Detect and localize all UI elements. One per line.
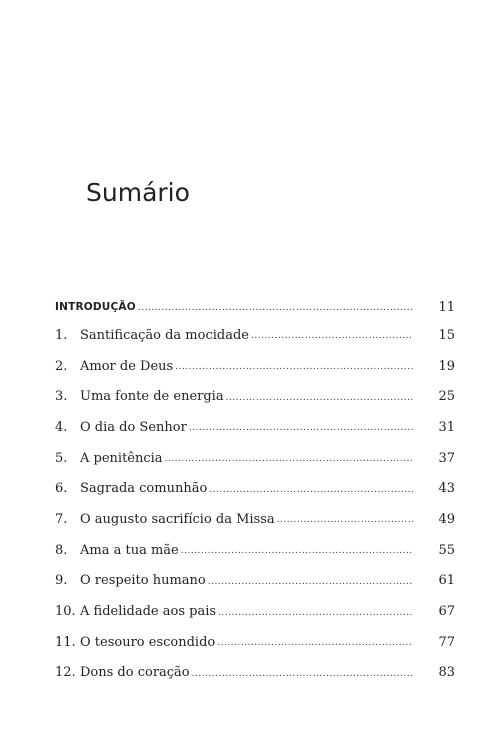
toc-entry-page: 55 — [438, 542, 455, 558]
toc-entry[interactable] — [55, 504, 455, 535]
toc-entry-number: 11. — [55, 634, 76, 650]
toc-entry-page: 37 — [438, 450, 455, 466]
toc-entry-number: 4. — [55, 419, 68, 435]
dot-leader — [251, 331, 413, 341]
toc-entry-label: O tesouro escondido — [80, 634, 216, 650]
toc-entry-label: Ama a tua mãe — [80, 542, 179, 558]
toc-entry-number: 9. — [55, 573, 68, 589]
toc-entry[interactable] — [55, 381, 455, 412]
toc-entry[interactable] — [55, 627, 455, 658]
toc-entry-number: 2. — [55, 358, 68, 374]
toc-entry-label: Amor de Deus — [80, 358, 174, 374]
toc-entry-label: A fidelidade aos pais — [80, 604, 217, 620]
toc-entry-number: 5. — [55, 450, 68, 466]
dot-leader — [189, 423, 413, 433]
dot-leader — [208, 577, 413, 587]
toc-entry[interactable] — [55, 473, 455, 504]
dot-leader — [209, 485, 413, 495]
toc-entry-page: 15 — [438, 327, 455, 343]
toc-entry[interactable] — [55, 351, 455, 382]
toc-entry-number: 10. — [55, 604, 76, 620]
toc-entry-label: O augusto sacrifício da Missa — [80, 511, 275, 527]
toc-entry-page: 67 — [438, 604, 455, 620]
toc-entry-page: 77 — [438, 634, 455, 650]
toc-entry[interactable] — [55, 658, 455, 689]
toc-entry[interactable] — [55, 535, 455, 566]
dot-leader — [181, 546, 413, 556]
toc-entry-label: A penitência — [80, 450, 163, 466]
toc-entry-label: Santificação da mocidade — [80, 327, 249, 343]
table-of-contents — [55, 296, 455, 688]
toc-entry-page: 61 — [438, 573, 455, 589]
toc-entry-number: 3. — [55, 389, 68, 405]
toc-entry-line — [55, 301, 417, 313]
toc-entry-page: 83 — [438, 665, 455, 681]
toc-entry-page: 25 — [438, 389, 455, 405]
toc-entry-number: 12. — [55, 665, 76, 681]
toc-entry-label: Sagrada comunhão — [80, 481, 208, 497]
dot-leader — [277, 515, 413, 525]
toc-entry-page: 11 — [438, 299, 455, 315]
toc-entry-number: 6. — [55, 481, 68, 497]
dot-leader — [217, 638, 413, 648]
toc-entry[interactable] — [55, 443, 455, 474]
toc-entry-number: 8. — [55, 542, 68, 558]
dot-leader — [192, 669, 413, 679]
dot-leader — [165, 454, 413, 464]
toc-entry[interactable] — [55, 412, 455, 443]
dot-leader — [226, 393, 413, 403]
toc-entry-label: O dia do Senhor — [80, 419, 187, 435]
toc-entry-page: 31 — [438, 419, 455, 435]
toc-entry-page: 49 — [438, 511, 455, 527]
dot-leader — [138, 303, 413, 313]
toc-entry-page: 19 — [438, 358, 455, 374]
toc-entry-introduction[interactable] — [55, 296, 455, 318]
toc-entry-page: 43 — [438, 481, 455, 497]
dot-leader — [175, 362, 413, 372]
toc-entry-number: 7. — [55, 511, 68, 527]
toc-entry[interactable] — [55, 320, 455, 351]
toc-entry-number: 1. — [55, 327, 68, 343]
dot-leader — [218, 608, 413, 618]
toc-entry-label: O respeito humano — [80, 573, 206, 589]
toc-entry[interactable] — [55, 596, 455, 627]
toc-entry-label: Uma fonte de energia — [80, 389, 224, 405]
page-title: Sumário — [86, 178, 190, 207]
toc-entry-label: Dons do coração — [80, 665, 190, 681]
toc-entry[interactable] — [55, 566, 455, 597]
toc-entry-label: INTRODUÇÃO — [55, 301, 136, 313]
